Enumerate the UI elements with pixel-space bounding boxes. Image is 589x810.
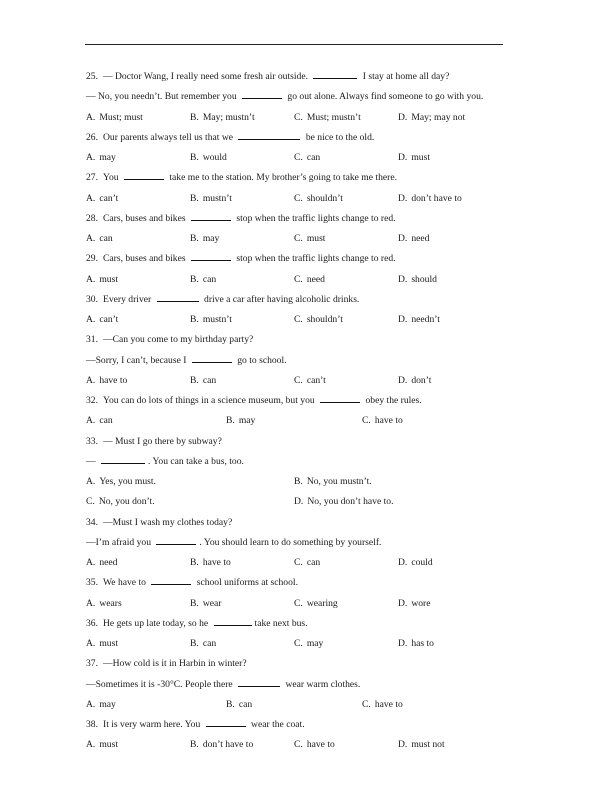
option-text: can [306,152,321,163]
options-row [86,695,506,715]
option-text: No, you don’t have to. [307,496,394,508]
answer-blank [206,718,246,727]
option-text: may [202,233,220,244]
answer-option [86,735,118,755]
options-row [86,189,506,209]
option-text: may [99,698,116,710]
question-number: 34. [86,516,98,528]
option-text: can [306,557,321,568]
answer-option [86,472,156,492]
answer-option [398,229,429,249]
question-stem [86,654,506,674]
question-text: It is very warm here. You [103,719,203,730]
answer-blank [124,171,164,180]
option-text: needn’t [411,314,440,325]
option-letter: B. [190,557,199,568]
answer-option [398,371,431,391]
question-text: go to school. [234,354,287,366]
option-letter: A. [86,192,96,204]
question-dialogue-line [86,452,506,472]
answer-option [86,553,117,573]
answer-option [398,189,462,209]
option-text: can [202,273,217,285]
option-letter: B. [190,111,199,123]
question-number: 30. [86,293,98,305]
option-text: must [99,273,118,285]
answer-blank [313,70,357,79]
option-letter: A. [86,374,96,386]
option-text: have to [306,739,335,751]
answer-blank [157,293,199,302]
option-letter: B. [190,739,199,751]
option-text: don’t have to [202,739,254,751]
option-letter: C. [294,314,303,325]
options-row [86,148,506,168]
question-text: We have to [103,577,149,589]
options-row [86,553,506,573]
question-text: —Can you come to my birthday party? [103,334,254,346]
answer-option [294,472,372,492]
answer-option [190,189,232,209]
question-text: be nice to the old. [303,131,375,143]
option-text: need [411,233,430,244]
option-letter: B. [190,638,199,649]
question-text: — No, you needn’t. But remember you [86,91,240,103]
option-letter: B. [190,192,199,204]
question-text: — Must I go there by subway? [103,435,222,447]
header-rule [85,44,503,45]
question-number: 29. [86,253,98,265]
option-letter: A. [86,152,96,163]
option-text: would [202,152,227,163]
answer-option [190,594,221,614]
option-text: wears [99,597,122,609]
answer-blank [320,394,360,403]
question-text: Cars, buses and bikes [103,212,188,224]
options-row [86,492,506,512]
answer-option [86,695,116,715]
option-text: shouldn’t [306,192,343,204]
question-number: 28. [86,212,98,224]
answer-option [86,229,113,249]
question-text: Cars, buses and bikes [103,253,188,265]
answer-option [86,634,118,654]
answer-option [86,270,118,290]
options-row [86,634,506,654]
option-letter: D. [398,233,408,244]
answer-option [362,695,403,715]
question-text: obey the rules. [363,395,422,406]
answer-option [86,371,127,391]
question-number: 25. [86,71,98,82]
question-text: . You should learn to do something by yourself. [199,536,382,548]
option-text: wear [202,597,222,609]
option-letter: A. [86,415,96,427]
option-text: could [411,557,433,568]
question-text: stop when the traffic lights change to red. [234,253,396,265]
answer-option [398,310,440,330]
answer-option [294,310,343,330]
answer-option [294,371,326,391]
question-dialogue-line [86,675,506,695]
option-text: have to [374,698,403,710]
option-text: wearing [306,597,338,609]
answer-blank [191,252,231,261]
answer-option [190,735,253,755]
option-text: Must; must [99,111,143,123]
answer-option [398,594,431,614]
question-stem [86,715,506,735]
option-text: wore [411,597,431,609]
option-letter: A. [86,698,96,710]
question-stem [86,128,506,148]
question-dialogue-line [86,533,506,553]
answer-blank [238,131,300,140]
option-letter: B. [190,597,199,609]
option-text: mustn’t [202,314,232,325]
options-row [86,594,506,614]
option-letter: C. [294,152,303,163]
answer-option [86,148,116,168]
option-text: don’t [411,374,432,386]
options-row [86,270,506,290]
option-text: should [411,273,437,285]
option-letter: A. [86,739,96,751]
question-text: take next bus. [254,617,308,629]
option-text: must [99,739,118,751]
option-text: have to [374,415,403,427]
option-text: can [99,415,113,427]
option-letter: C. [294,739,303,751]
question-stem [86,513,506,533]
option-letter: D. [398,557,408,568]
answer-blank [242,90,282,99]
question-number: 33. [86,435,98,447]
option-letter: C. [294,597,303,609]
answer-option [190,371,216,391]
question-stem [86,391,506,411]
question-text: Every driver [103,293,154,305]
option-letter: C. [294,638,303,649]
option-text: shouldn’t [306,314,343,325]
answer-option [398,270,437,290]
question-stem [86,330,506,350]
question-stem [86,614,506,634]
option-letter: D. [398,314,408,325]
option-letter: D. [398,273,408,285]
answer-option [190,270,216,290]
option-letter: D. [398,374,408,386]
question-list [86,67,506,756]
option-letter: D. [398,111,408,123]
answer-option [226,411,255,431]
answer-option [398,108,465,128]
question-text: You [103,172,121,184]
question-dialogue-line [86,351,506,371]
options-row [86,310,506,330]
option-letter: D. [294,496,304,508]
question-text: —I’m afraid you [86,536,154,548]
question-number: 35. [86,577,98,589]
question-number: 37. [86,658,98,670]
answer-option [398,735,445,755]
question-text: . You can take a bus, too. [148,455,244,467]
question-dialogue-line [86,87,506,107]
answer-option [398,553,433,573]
question-text: school uniforms at school. [194,577,298,589]
answer-option [294,594,338,614]
option-text: must [411,152,430,163]
option-letter: C. [362,698,371,710]
option-text: may [306,638,324,649]
option-text: have to [202,557,231,568]
answer-blank [191,212,231,221]
answer-option [294,108,361,128]
question-number: 36. [86,617,98,629]
answer-option [86,108,143,128]
option-letter: C. [294,111,303,123]
option-letter: C. [294,374,303,386]
options-row [86,371,506,391]
question-text: —Sorry, I can’t, because I [86,354,189,366]
option-text: must [99,638,118,649]
option-text: must [306,233,326,244]
options-row [86,472,506,492]
option-letter: C. [86,496,95,508]
option-letter: C. [294,273,303,285]
option-text: Must; mustn’t [306,111,361,123]
options-row [86,411,506,431]
option-letter: B. [190,152,199,163]
answer-option [190,310,232,330]
option-letter: C. [362,415,371,427]
question-stem [86,432,506,452]
option-letter: A. [86,597,96,609]
question-text: — [86,455,98,467]
answer-option [86,189,118,209]
option-letter: A. [86,111,96,123]
question-number: 32. [86,395,98,406]
question-number: 31. [86,334,98,346]
option-letter: B. [190,374,199,386]
answer-option [294,634,323,654]
question-text: stop when the traffic lights change to red. [234,212,396,224]
option-text: can [202,638,217,649]
answer-option [86,411,113,431]
answer-blank [192,354,232,363]
option-letter: D. [398,638,408,649]
answer-option [190,229,219,249]
question-text: —Must I wash my clothes today? [103,516,233,528]
question-text: go out alone. Always find someone to go with you. [285,91,484,103]
option-text: may [99,152,116,163]
answer-option [398,634,434,654]
question-number: 26. [86,131,98,143]
option-letter: B. [294,476,303,487]
question-stem [86,67,506,87]
option-letter: B. [190,314,199,325]
options-row [86,108,506,128]
answer-option [86,310,118,330]
question-number: 38. [86,719,98,730]
question-text: Our parents always tell us that we [103,131,236,143]
option-text: can [99,233,113,244]
option-letter: D. [398,597,408,609]
option-letter: D. [398,152,408,163]
answer-option [294,229,325,249]
options-row [86,229,506,249]
option-letter: B. [190,233,199,244]
option-letter: A. [86,233,96,244]
question-stem [86,573,506,593]
question-text: —How cold is it in Harbin in winter? [103,658,247,670]
option-text: can [238,698,253,710]
question-stem [86,168,506,188]
answer-option [294,492,394,512]
option-letter: A. [86,638,96,649]
question-number: 27. [86,172,98,184]
option-text: May; mustn’t [202,111,255,123]
option-text: have to [99,374,128,386]
question-text: wear warm clothes. [283,678,361,690]
option-letter: C. [294,233,303,244]
option-letter: C. [294,557,303,568]
question-text: —Sometimes it is -30°C. People there [86,678,236,690]
option-text: can’t [306,374,326,386]
answer-option [294,189,343,209]
answer-option [294,270,325,290]
answer-option [362,411,403,431]
question-text: I stay at home all day? [360,71,450,82]
answer-option [190,634,216,654]
option-text: may [238,415,256,427]
option-text: can’t [99,314,119,325]
option-letter: D. [398,739,408,751]
answer-option [294,735,335,755]
option-text: Yes, you must. [99,476,156,487]
option-letter: A. [86,273,96,285]
option-letter: A. [86,557,96,568]
option-letter: B. [190,273,199,285]
option-text: May; may not [411,111,466,123]
question-stem [86,249,506,269]
question-text: — Doctor Wang, I really need some fresh air outside. [103,71,311,82]
answer-option [86,594,122,614]
option-text: has to [411,638,434,649]
option-text: can [202,374,217,386]
options-row [86,735,506,755]
option-letter: B. [226,698,235,710]
answer-blank [156,536,196,545]
option-text: No, you mustn’t. [306,476,372,487]
answer-option [190,148,227,168]
question-text: wear the coat. [248,719,305,730]
question-text: You can do lots of things in a science museum, but you [103,395,318,406]
answer-option [294,148,320,168]
option-text: must not [411,739,445,751]
question-stem [86,290,506,310]
answer-option [190,553,231,573]
option-letter: A. [86,476,96,487]
answer-blank [238,678,280,687]
option-text: need [306,273,325,285]
question-text: He gets up late today, so he [103,617,211,629]
answer-option [294,553,320,573]
option-text: can’t [99,192,119,204]
option-letter: C. [294,192,303,204]
answer-blank [214,617,252,626]
answer-option [398,148,430,168]
answer-option [86,492,155,512]
option-letter: D. [398,192,408,204]
option-text: need [99,557,118,568]
option-text: don’t have to [411,192,462,204]
option-letter: B. [226,415,235,427]
answer-blank [151,576,191,585]
question-text: take me to the station. My brother’s going to take me there. [166,172,397,184]
answer-option [190,108,255,128]
question-stem [86,209,506,229]
option-text: mustn’t [202,192,232,204]
answer-blank [101,455,145,464]
option-text: No, you don’t. [98,496,155,508]
option-letter: A. [86,314,96,325]
answer-option [226,695,252,715]
question-text: drive a car after having alcoholic drinks. [201,293,360,305]
